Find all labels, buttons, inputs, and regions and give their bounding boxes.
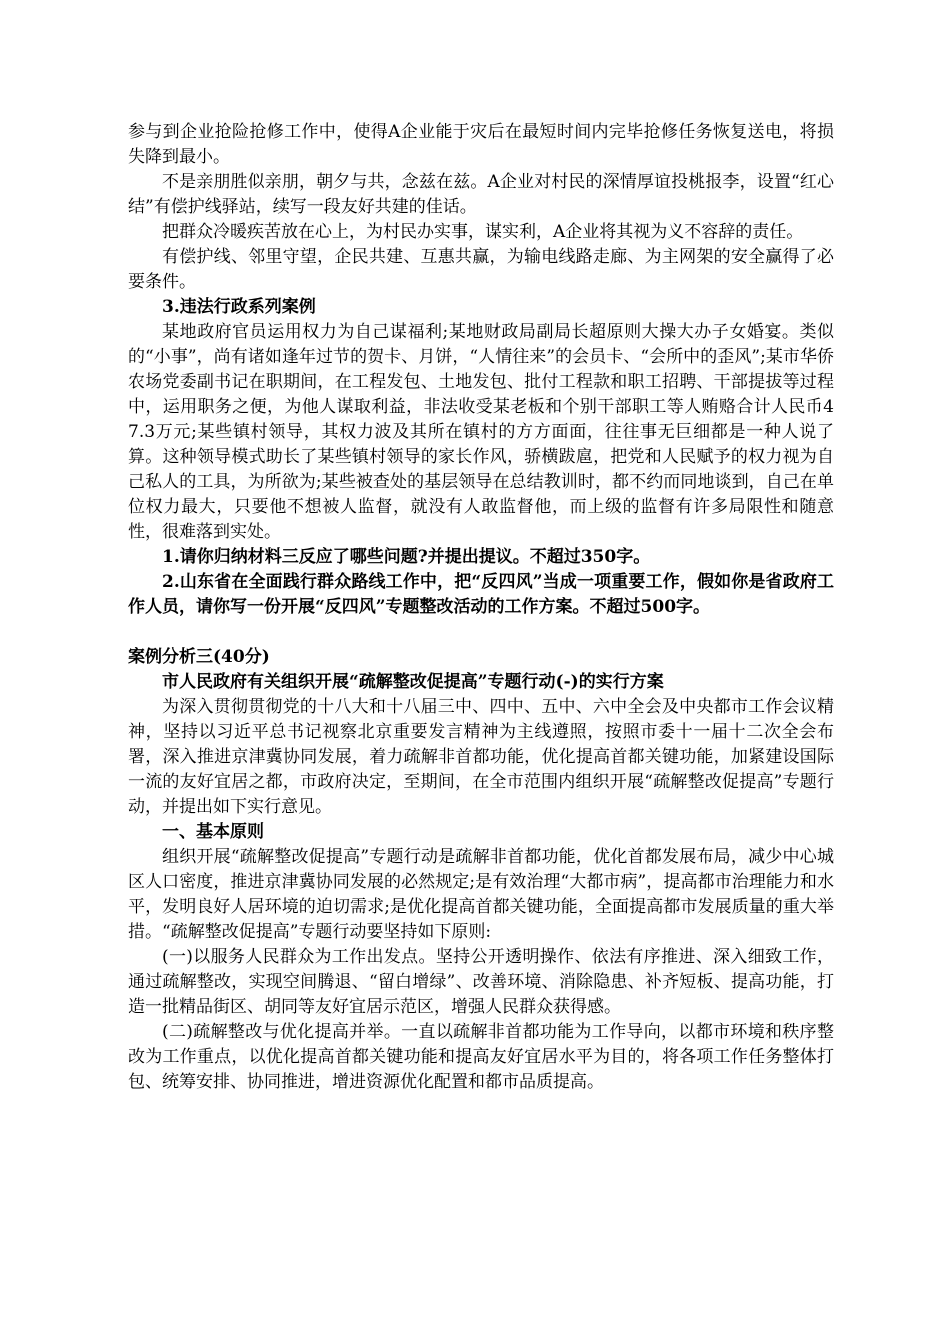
section-heading-principles: 一、基本原则 [162, 822, 264, 842]
blank-line [128, 620, 834, 645]
document-title: 市人民政府有关组织开展“疏解整改促提高”专题行动(-)的实行方案 [162, 672, 664, 692]
case-analysis-heading: 案例分析三(40分) [128, 647, 270, 667]
document-page [128, 120, 834, 1095]
question-1: 1.请你归纳材料三反应了哪些问题?并提出提议。不超过350字。 [162, 547, 651, 567]
paragraph-principle-1: (一)以服务人民群众为工作出发点。坚持公开透明操作、依法有序推进、深入细致工作，通过疏解整改，实现空间腾退、“留白增绿”、改善环境、消除隐患、补齐短板、提高功能，打造一批精品街区、胡同等友好宜居示范区，增强人民群众获得感。 [128, 947, 834, 1017]
section-heading-3: 3.违法行政系列案例 [162, 297, 316, 317]
paragraph: 把群众冷暖疾苦放在心上，为村民办实事，谋实利，A企业将其视为义不容辞的责任。 [162, 222, 804, 242]
paragraph-intro: 为深入贯彻贯彻党的十八大和十八届三中、四中、五中、六中全会及中央都市工作会议精神，坚持以习近平总书记视察北京重要发言精神为主线遵照，按照市委十一届十二次全会布署，深入推进京津冀协同发展，着力疏解非首都功能，优化提高首都关键功能，加紧建设国际一流的友好宜居之都，市政府决定，至期间，在全市范围内组织开展“疏解整改促提高”专题行动，并提出如下实行意见。 [128, 697, 834, 817]
paragraph: 组织开展“疏解整改促提高”专题行动是疏解非首都功能，优化首都发展布局，减少中心城区人口密度，推进京津冀协同发展的必然规定;是有效治理“大都市病”，提高都市治理能力和水平，发明良好人居环境的迫切需求;是优化提高首都关键功能，全面提高都市发展质量的重大举措。“疏解整改促提高”专题行动要坚持如下原则: [128, 847, 834, 942]
paragraph-principle-2: (二)疏解整改与优化提高并举。一直以疏解非首都功能为工作导向，以都市环境和秩序整改为工作重点，以优化提高首都关键功能和提高友好宜居水平为目的，将各项工作任务整体打包、统筹安排、协同推进，增进资源优化配置和都市品质提高。 [128, 1022, 834, 1092]
paragraph-case-material: 某地政府官员运用权力为自己谋福利;某地财政局副局长超原则大操大办子女婚宴。类似的“小事”，尚有诸如逢年过节的贺卡、月饼，“人情往来”的会员卡、“会所中的歪风”;某市华侨农场党委副书记在职期间，在工程发包、土地发包、批付工程款和职工招聘、干部提拔等过程中，运用职务之便，为他人谋取利益，非法收受某老板和个别干部职工等人贿赂合计人民币47.3万元;某些镇村领导，其权力波及其所在镇村的方方面面，往往事无巨细都是一种人说了算。这种领导模式助长了某些镇村领导的家长作风，骄横跋扈，把党和人民赋予的权力视为自己私人的工具，为所欲为;某些被查处的基层领导在总结教训时，都不约而同地谈到，自己在单位权力最大，只要他不想被人监督，就没有人敢监督他，而上级的监督有许多局限性和随意性，很难落到实处。 [128, 322, 834, 542]
paragraph: 不是亲朋胜似亲朋，朝夕与共，念兹在兹。A企业对村民的深情厚谊投桃报李，设置“红心结”有偿护线驿站，续写一段友好共建的佳话。 [128, 172, 834, 217]
question-2: 2.山东省在全面践行群众路线工作中，把“反四风”当成一项重要工作，假如你是省政府工作人员，请你写一份开展“反四风”专题整改活动的工作方案。不超过500字。 [128, 572, 834, 617]
paragraph: 有偿护线、邻里守望，企民共建、互惠共赢，为输电线路走廊、为主网架的安全赢得了必要条件。 [128, 247, 834, 292]
paragraph-continuation: 参与到企业抢险抢修工作中，使得A企业能于灾后在最短时间内完毕抢修任务恢复送电，将损失降到最小。 [128, 122, 834, 167]
